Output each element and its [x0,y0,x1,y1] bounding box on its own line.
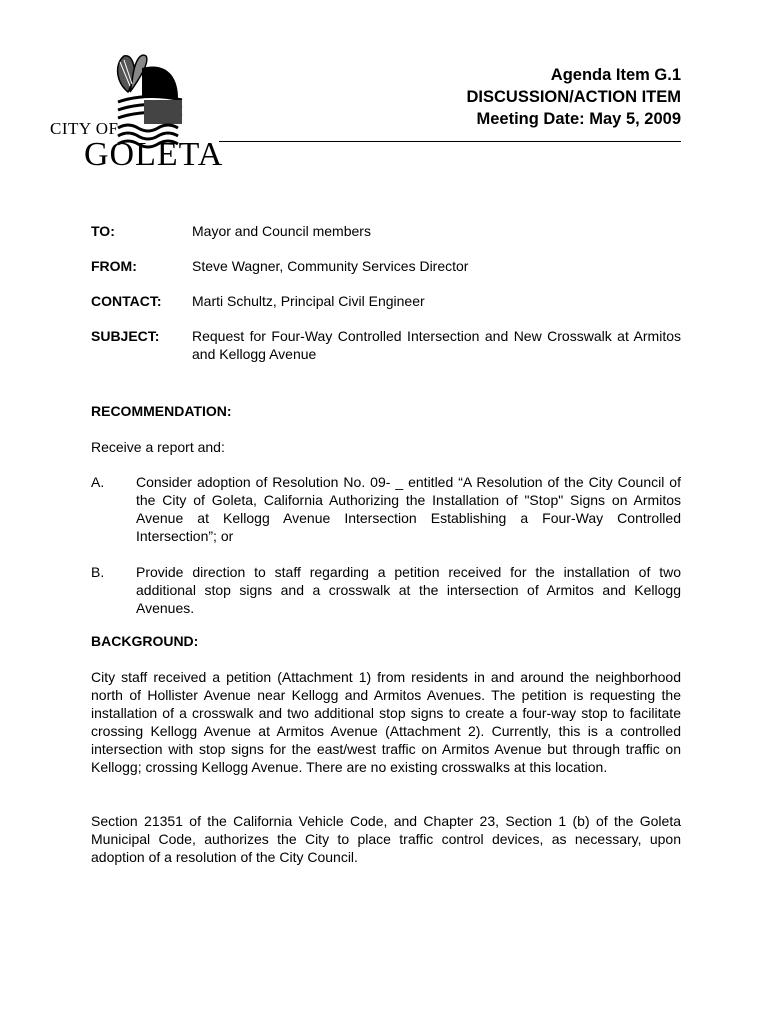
city-logo [50,52,222,182]
memo-value-subject: Request for Four-Way Controlled Intersection and New Crosswalk at Armitos and Kellogg Avenue [192,328,681,362]
background-heading: BACKGROUND: [91,633,199,649]
memo-label-to: TO: [91,223,115,239]
logo-city-of: CITY OF [50,119,119,138]
recommendation-item-text: Provide direction to staff regarding a petition received for the installation of two additional stop signs and a crosswalk at the intersection of Armitos and Kellogg Avenues. [136,564,681,616]
agenda-item-number: Agenda Item G.1 [550,66,681,84]
meeting-date: Meeting Date: May 5, 2009 [476,110,681,128]
agenda-header [466,64,681,130]
memo-label-from: FROM: [91,258,137,274]
recommendation-item-letter: B. [91,564,105,580]
background-paragraph-2: Section 21351 of the California Vehicle Code, and Chapter 23, Section 1 (b) of the Goleta Municipal Code, authorizes the City to place traffic control devices, as necessary, upon adoption of a resolution of the City Council. [91,813,681,865]
memo-row-contact [91,292,681,310]
memo-row-to [91,222,681,240]
memo-value-from: Steve Wagner, Community Services Director [192,258,469,274]
memo-row-from [91,257,681,275]
memo-value-contact: Marti Schultz, Principal Civil Engineer [192,293,425,309]
recommendation-item [91,563,681,617]
header-rule [219,141,681,142]
memo-value-to: Mayor and Council members [192,223,371,239]
recommendation-item-letter: A. [91,474,105,490]
memo-block [91,222,681,380]
recommendation-intro: Receive a report and: [91,439,225,455]
logo-goleta-wordmark: GOLETA [84,136,224,173]
background-paragraph-1: City staff received a petition (Attachment 1) from residents in and around the neighborhood north of Hollister Avenue near Kellogg and Armitos Avenues. The petition is requesting the installation of a crosswalk and two additional stop signs to create a four-way stop to facilitate crossing Kellogg Avenue at Armitos Avenue (Attachment 2). Currently, this is a controlled intersection with stop signs for the east/west traffic on Armitos Avenue but through traffic on Kellogg; crossing Kellogg Avenue. There are no existing crosswalks at this location. [91,669,681,775]
recommendation-item [91,473,681,545]
agenda-item-type: DISCUSSION/ACTION ITEM [466,88,681,106]
recommendation-item-text: Consider adoption of Resolution No. 09- _ entitled “A Resolution of the City Council of the City of Goleta, California Authorizing the Installation of "Stop" Signs on Armitos Avenue at Kellogg Avenue Intersection Establishing a Four-Way Controlled Intersection”; or [136,474,681,544]
memo-label-subject: SUBJECT: [91,328,160,344]
recommendation-heading: RECOMMENDATION: [91,403,232,419]
memo-label-contact: CONTACT: [91,293,162,309]
memo-row-subject [91,327,681,363]
